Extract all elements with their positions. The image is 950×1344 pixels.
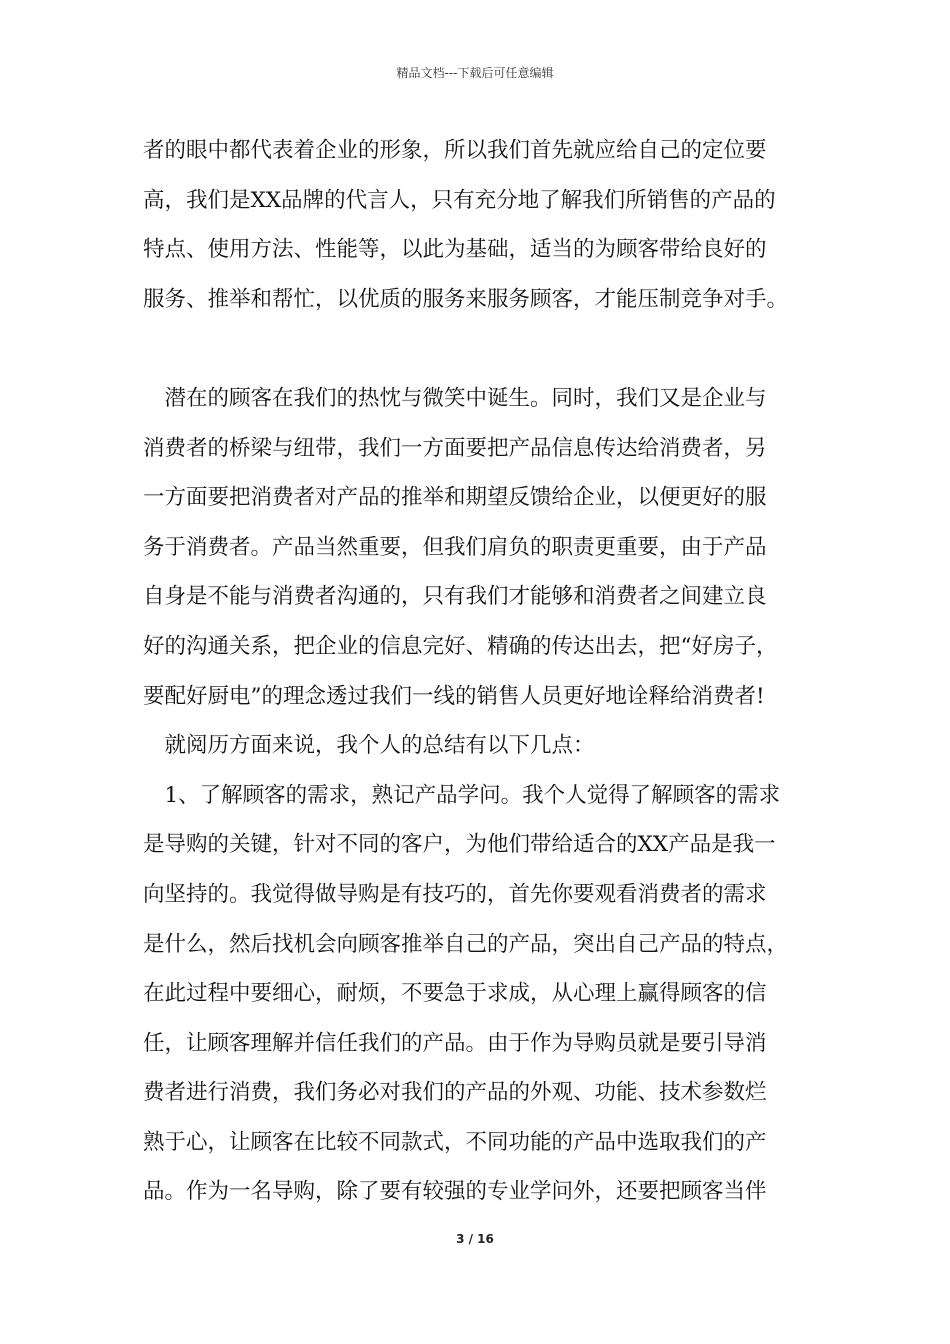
body-line: 特点、使用方法、性能等，以此为基础，适当的为顾客带给良好的: [143, 237, 767, 263]
body-line: 1、了解顾客的需求，熟记产品学问。我个人觉得了解顾客的需求: [143, 782, 781, 808]
body-line: 好的沟通关系，把企业的信息完好、精确的传达出去，把“好房子，: [143, 633, 778, 659]
body-line: 务于消费者。产品当然重要，但我们肩负的职责更重要，由于产品: [143, 534, 767, 560]
body-line: 熟于心，让顾客在比较不同款式，不同功能的产品中选取我们的产: [143, 1129, 767, 1155]
body-line: 自身是不能与消费者沟通的，只有我们才能够和消费者之间建立良: [143, 584, 767, 610]
body-line: 服务、推举和帮忙，以优质的服务来服务顾客，才能压制竞争对手。: [143, 286, 789, 312]
body-line: 要配好厨电”的理念透过我们一线的销售人员更好地诠释给消费者!: [143, 683, 765, 709]
body-line: 就阅历方面来说，我个人的总结有以下几点：: [143, 733, 595, 759]
body-line: 品。作为一名导购，除了要有较强的专业学问外，还要把顾客当伴: [143, 1179, 767, 1205]
body-line: 向坚持的。我觉得做导购是有技巧的，首先你要观看消费者的需求: [143, 881, 767, 907]
page-header-watermark: 精品文档---下载后可任意编辑: [396, 66, 554, 80]
body-line: 消费者的桥梁与纽带，我们一方面要把产品信息传达给消费者，另: [143, 435, 767, 461]
body-line: 任，让顾客理解并信任我们的产品。由于作为导购员就是要引导消: [143, 1030, 767, 1056]
body-line: 潜在的顾客在我们的热忱与微笑中诞生。同时，我们又是企业与: [143, 385, 767, 411]
body-line: 是什么，然后找机会向顾客推举自己的产品，突出自己产品的特点，: [143, 931, 789, 957]
body-line: 一方面要把消费者对产品的推举和期望反馈给企业，以便更好的服: [143, 485, 767, 511]
body-line: 者的眼中都代表着企业的形象，所以我们首先就应给自己的定位要: [143, 138, 767, 163]
page-number: 3 / 16: [456, 1232, 494, 1246]
body-line: 费者进行消费，我们务必对我们的产品的外观、功能、技术参数烂: [143, 1080, 767, 1106]
paragraph-gap: [143, 324, 823, 374]
body-line: 在此过程中要细心，耐烦，不要急于求成，从心理上赢得顾客的信: [143, 981, 767, 1007]
document-body: [143, 126, 823, 1217]
body-line: 是导购的关键，针对不同的客户，为他们带给适合的XX产品是我一: [143, 832, 776, 858]
body-line: 高，我们是XX品牌的代言人，只有充分地了解我们所销售的产品的: [143, 187, 776, 213]
